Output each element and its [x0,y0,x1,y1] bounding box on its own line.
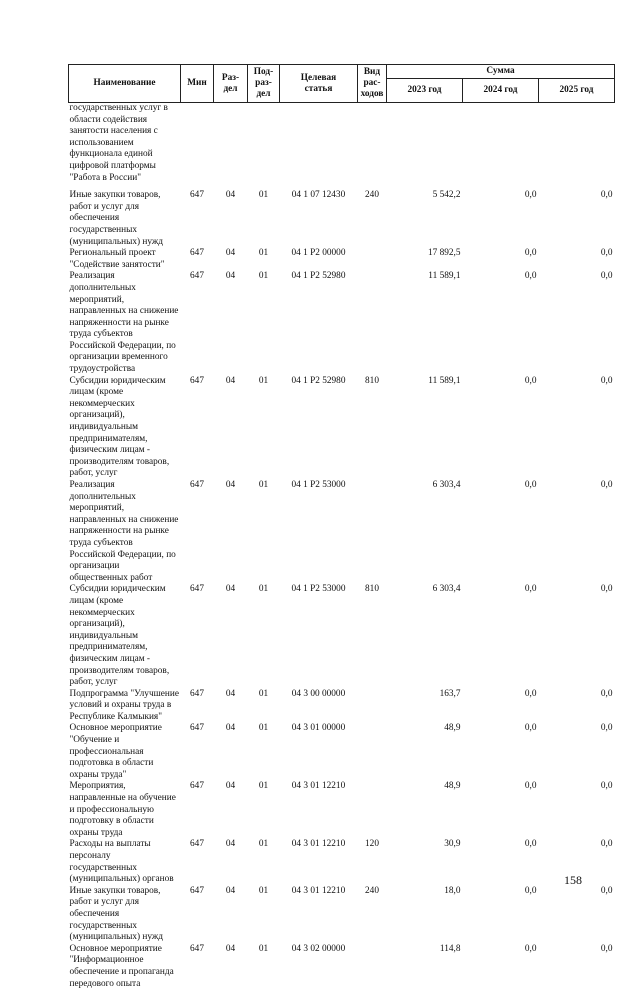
cell-name: Основное мероприятие "Обучение и профессиональная подготовка в области охраны труда" [69,723,181,781]
cell-2023: 114,8 [387,944,463,990]
table-header [69,65,615,103]
cell-name: Расходы на выплаты персоналу государственных (муниципальных) органов [69,839,181,885]
cell-2023: 5 542,2 [387,190,463,248]
cell-2023: 11 589,1 [387,271,463,375]
cell-podrazdel: 01 [248,689,280,724]
cell-target: 04 1 07 12430 [280,190,358,248]
cell-2025: 0,0 [539,944,615,990]
cell-2024: 0,0 [463,271,539,375]
cell-2023: 11 589,1 [387,376,463,480]
cell-podrazdel: 01 [248,584,280,688]
cell-target: 04 1 P2 52980 [280,376,358,480]
cell-target [280,103,358,185]
table-row [69,781,615,839]
cell-podrazdel [248,103,280,185]
header-2023: 2023 год [387,79,463,103]
table-row [69,584,615,688]
cell-2023: 48,9 [387,781,463,839]
cell-target: 04 3 01 00000 [280,723,358,781]
header-vid-text: Вид рас- ходов [361,67,384,99]
cell-2025: 0,0 [539,723,615,781]
cell-min: 647 [181,886,214,944]
cell-target: 04 3 02 00000 [280,944,358,990]
table-row [69,103,615,185]
cell-2023 [387,103,463,185]
cell-2023: 18,0 [387,886,463,944]
cell-vid [358,723,387,781]
cell-podrazdel: 01 [248,376,280,480]
cell-2024: 0,0 [463,886,539,944]
cell-min: 647 [181,584,214,688]
cell-podrazdel: 01 [248,781,280,839]
header-podrazdel-text: Под- раз- дел [254,67,273,99]
cell-podrazdel: 01 [248,944,280,990]
cell-2024: 0,0 [463,190,539,248]
cell-razdel: 04 [214,248,248,271]
cell-vid [358,271,387,375]
budget-document [68,64,614,990]
cell-vid [358,103,387,185]
cell-2024: 0,0 [463,781,539,839]
cell-podrazdel: 01 [248,886,280,944]
cell-2025: 0,0 [539,584,615,688]
cell-target: 04 1 P2 52980 [280,271,358,375]
cell-2025: 0,0 [539,781,615,839]
cell-name: государственных услуг в области содействия занятости населения с использованием функционала единой цифровой платформы "Работа в России" [69,103,181,185]
budget-table [68,64,615,990]
cell-razdel: 04 [214,781,248,839]
cell-2025: 0,0 [539,271,615,375]
table-body [69,103,615,990]
header-razdel-text: Раз- дел [222,73,239,94]
table-row [69,190,615,248]
cell-razdel: 04 [214,376,248,480]
header-2025: 2025 год [539,79,615,103]
header-razdel [214,65,248,103]
cell-2024: 0,0 [463,376,539,480]
cell-target: 04 3 01 12210 [280,839,358,885]
cell-podrazdel: 01 [248,190,280,248]
cell-vid: 240 [358,190,387,248]
table-row [69,723,615,781]
cell-min: 647 [181,190,214,248]
cell-name: Иные закупки товаров, работ и услуг для обеспечения государственных (муниципальных) нужд [69,886,181,944]
cell-name: Реализация дополнительных мероприятий, направленных на снижение напряженности на рынке труда субъектов Российской Федерации, по организации общественных работ [69,480,181,584]
table-row [69,944,615,990]
cell-vid [358,944,387,990]
cell-razdel: 04 [214,271,248,375]
cell-target: 04 1 P2 00000 [280,248,358,271]
cell-vid: 810 [358,584,387,688]
cell-2025: 0,0 [539,689,615,724]
header-vid [358,65,387,103]
cell-2024: 0,0 [463,248,539,271]
cell-min: 647 [181,781,214,839]
cell-razdel: 04 [214,886,248,944]
cell-target: 04 1 P2 53000 [280,584,358,688]
cell-name: Региональный проект "Содействие занятости" [69,248,181,271]
cell-razdel: 04 [214,944,248,990]
cell-min: 647 [181,839,214,885]
header-target-text: Целевая статья [301,73,336,94]
cell-razdel: 04 [214,190,248,248]
header-podrazdel [248,65,280,103]
cell-min: 647 [181,376,214,480]
header-summa: Сумма [387,65,615,79]
page-number: 158 [564,873,582,888]
cell-2024: 0,0 [463,689,539,724]
cell-podrazdel: 01 [248,248,280,271]
cell-razdel: 04 [214,689,248,724]
cell-2023: 30,9 [387,839,463,885]
table-row [69,886,615,944]
cell-min [181,103,214,185]
cell-target: 04 3 01 12210 [280,781,358,839]
cell-vid: 240 [358,886,387,944]
cell-name: Субсидии юридическим лицам (кроме некоммерческих организаций), индивидуальным предпринимателям, физическим лицам - производителям товаров, работ, услуг [69,376,181,480]
cell-podrazdel: 01 [248,839,280,885]
cell-target: 04 1 P2 53000 [280,480,358,584]
cell-razdel: 04 [214,723,248,781]
cell-min: 647 [181,271,214,375]
cell-podrazdel: 01 [248,723,280,781]
header-name: Наименование [69,65,181,103]
header-2024: 2024 год [463,79,539,103]
cell-2023: 163,7 [387,689,463,724]
cell-vid: 120 [358,839,387,885]
cell-2025: 0,0 [539,248,615,271]
cell-2024: 0,0 [463,723,539,781]
cell-min: 647 [181,723,214,781]
cell-2023: 6 303,4 [387,480,463,584]
cell-min: 647 [181,944,214,990]
cell-2025: 0,0 [539,839,615,885]
cell-2024: 0,0 [463,584,539,688]
cell-vid [358,248,387,271]
table-row [69,376,615,480]
cell-target: 04 3 01 12210 [280,886,358,944]
cell-2025: 0,0 [539,190,615,248]
cell-2025 [539,103,615,185]
cell-vid [358,480,387,584]
cell-name: Подпрограмма "Улучшение условий и охраны труда в Республике Калмыкия" [69,689,181,724]
cell-target: 04 3 00 00000 [280,689,358,724]
cell-2023: 17 892,5 [387,248,463,271]
table-row [69,271,615,375]
cell-2025: 0,0 [539,376,615,480]
cell-name: Основное мероприятие "Информационное обеспечение и пропаганда передового опыта [69,944,181,990]
cell-2024: 0,0 [463,944,539,990]
cell-vid [358,781,387,839]
cell-razdel: 04 [214,584,248,688]
cell-min: 647 [181,248,214,271]
cell-2025: 0,0 [539,886,615,944]
cell-name: Мероприятия, направленные на обучение и профессиональную подготовку в области охраны труда [69,781,181,839]
cell-2025: 0,0 [539,480,615,584]
cell-podrazdel: 01 [248,271,280,375]
cell-2024: 0,0 [463,839,539,885]
cell-min: 647 [181,689,214,724]
cell-2024 [463,103,539,185]
table-row [69,480,615,584]
cell-name: Субсидии юридическим лицам (кроме некоммерческих организаций), индивидуальным предпринимателям, физическим лицам - производителям товаров, работ, услуг [69,584,181,688]
table-row [69,689,615,724]
cell-name: Иные закупки товаров, работ и услуг для обеспечения государственных (муниципальных) нужд [69,190,181,248]
table-row [69,248,615,271]
cell-razdel: 04 [214,480,248,584]
cell-min: 647 [181,480,214,584]
cell-razdel: 04 [214,839,248,885]
cell-2023: 6 303,4 [387,584,463,688]
header-min: Мин [181,65,214,103]
cell-name: Реализация дополнительных мероприятий, направленных на снижение напряженности на рынке труда субъектов Российской Федерации, по организации временного трудоустройства [69,271,181,375]
cell-2024: 0,0 [463,480,539,584]
cell-podrazdel: 01 [248,480,280,584]
cell-razdel [214,103,248,185]
cell-vid [358,689,387,724]
header-target [280,65,358,103]
cell-2023: 48,9 [387,723,463,781]
table-row [69,839,615,885]
cell-vid: 810 [358,376,387,480]
